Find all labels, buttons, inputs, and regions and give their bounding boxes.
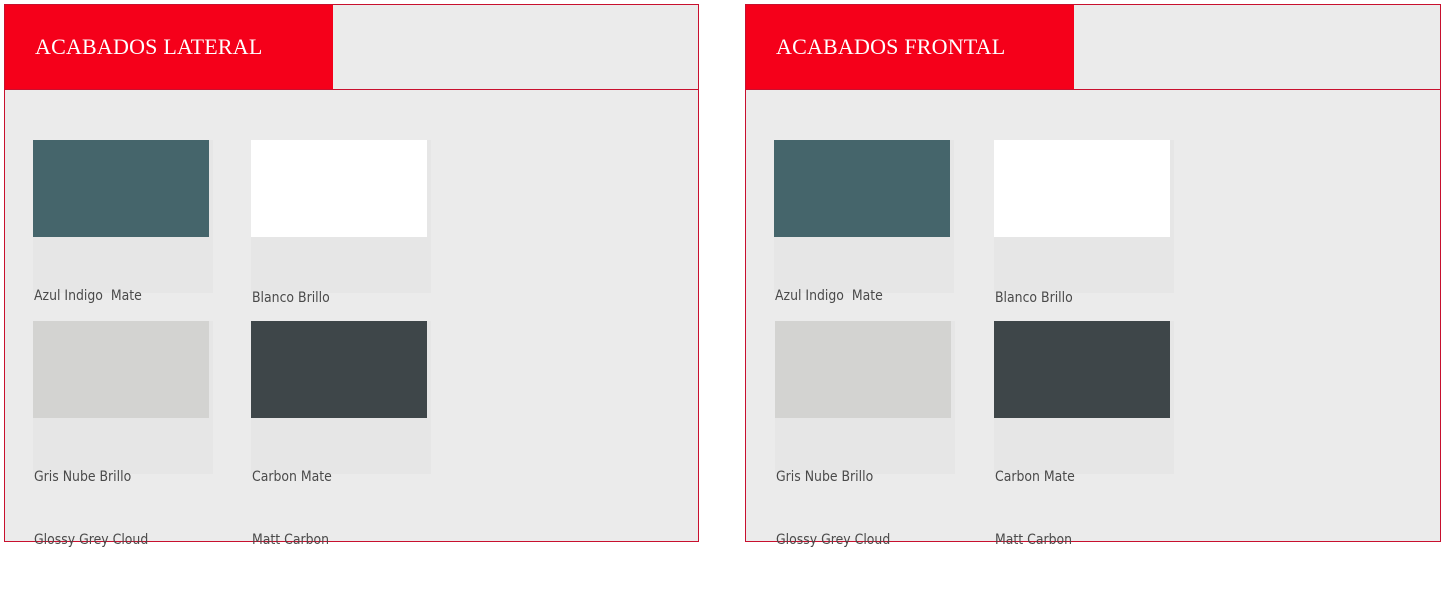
swatch-color — [251, 321, 427, 418]
swatch-card-gris-nube[interactable] — [775, 321, 955, 548]
swatch-name-es: Carbon Mate — [252, 469, 332, 485]
panel-header — [5, 5, 698, 90]
finishes-panel-lateral — [4, 4, 699, 548]
swatch-color — [33, 140, 209, 237]
panel-title: ACABADOS LATERAL — [5, 5, 333, 89]
panel-title: ACABADOS FRONTAL — [746, 5, 1074, 89]
finishes-panel-frontal — [745, 4, 1441, 548]
swatch-name-es: Azul Indigo Mate — [775, 288, 883, 304]
swatch-card-blanco-brillo[interactable] — [251, 140, 431, 306]
swatch-name-en: Glossy Grey Cloud — [34, 532, 149, 548]
swatch-color — [33, 321, 209, 418]
swatch-label — [995, 425, 1075, 593]
swatch-name-es: Azul Indigo Mate — [34, 288, 142, 304]
swatch-label — [252, 425, 332, 593]
swatch-name-en: Matt Carbon — [252, 532, 330, 548]
swatch-card-azul-indigo[interactable] — [774, 140, 954, 304]
swatch-label — [34, 425, 148, 593]
swatch-color — [994, 321, 1170, 418]
swatch-name-es: Gris Nube Brillo — [34, 469, 132, 485]
swatch-name-es: Gris Nube Brillo — [776, 469, 874, 485]
swatch-name-en: Glossy Grey Cloud — [776, 532, 891, 548]
swatch-card-gris-nube[interactable] — [33, 321, 213, 548]
swatch-card-azul-indigo[interactable] — [33, 140, 213, 304]
swatch-color — [775, 321, 951, 418]
panel-header — [746, 5, 1440, 90]
swatch-color — [994, 140, 1170, 237]
swatch-color — [251, 140, 427, 237]
swatch-name-es: Carbon Mate — [995, 469, 1075, 485]
swatch-card-blanco-brillo[interactable] — [994, 140, 1174, 306]
swatch-label — [776, 425, 890, 593]
swatch-name-es: Blanco Brillo — [252, 290, 330, 306]
swatch-card-carbon-mate[interactable] — [251, 321, 431, 548]
swatch-name-en: Matt Carbon — [995, 532, 1073, 548]
swatch-color — [774, 140, 950, 237]
swatch-name-es: Blanco Brillo — [995, 290, 1073, 306]
swatch-card-carbon-mate[interactable] — [994, 321, 1174, 548]
